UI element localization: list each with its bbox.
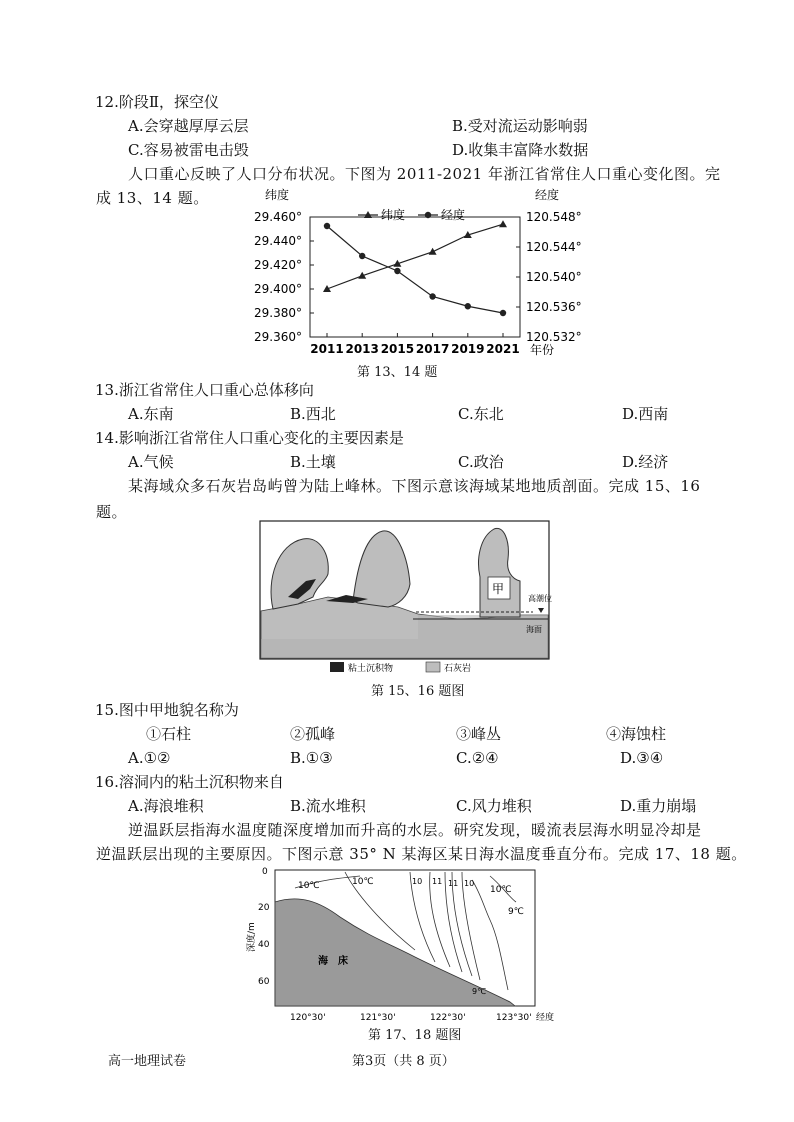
isotherm-label-9c-a: 9℃ bbox=[508, 907, 524, 917]
isotherm-label-10c-c: 10℃ bbox=[490, 885, 512, 895]
q12-stem: 12.阶段Ⅱ，探空仪 bbox=[95, 93, 220, 111]
lon-tick-2: 121°30' bbox=[360, 1013, 396, 1023]
latitude-point bbox=[429, 248, 437, 255]
left-tick-label: 29.400° bbox=[254, 282, 302, 296]
depth-tick-60: 60 bbox=[258, 977, 270, 987]
intro-13-14-line2: 成 13、14 题。 bbox=[96, 189, 209, 207]
q12-option-d: D.收集丰富降水数据 bbox=[452, 141, 589, 159]
q15-option-b: B.①③ bbox=[290, 749, 333, 767]
q16-stem: 16.溶洞内的粘土沉积物来自 bbox=[95, 773, 284, 791]
x-tick-label: 2015 bbox=[380, 342, 415, 356]
isotherm-label-10c-b: 10℃ bbox=[352, 877, 374, 887]
q13-option-b: B.西北 bbox=[290, 405, 336, 423]
isotherm-label-9c-b: 9℃ bbox=[472, 987, 487, 996]
q16-option-a: A.海浪堆积 bbox=[128, 797, 204, 815]
legend-longitude: 经度 bbox=[441, 208, 466, 222]
q14-option-c: C.政治 bbox=[458, 453, 504, 471]
longitude-point bbox=[394, 268, 400, 274]
series-line-triangle bbox=[327, 224, 503, 289]
isotherm-label-10c-a: 10℃ bbox=[298, 881, 320, 891]
longitude-point bbox=[359, 253, 365, 259]
longitude-point bbox=[429, 293, 435, 299]
lon-tick-3: 122°30' bbox=[430, 1013, 466, 1023]
q16-option-c: C.风力堆积 bbox=[456, 797, 532, 815]
label-high-tide: 高潮位 bbox=[528, 594, 552, 603]
x-axis-label: 年份 bbox=[530, 343, 555, 357]
q13-stem: 13.浙江省常住人口重心总体移向 bbox=[95, 381, 314, 399]
isotherm-label-10-b: 10 bbox=[464, 879, 475, 888]
intro-17-18-line1: 逆温跃层指海水温度随深度增加而升高的水层。研究发现，暖流表层海水明显冷却是 bbox=[128, 821, 702, 839]
q15-option-a: A.①② bbox=[128, 749, 171, 767]
left-tick-label: 29.460° bbox=[254, 210, 302, 224]
right-tick-label: 120.532° bbox=[526, 330, 582, 344]
left-tick-label: 29.360° bbox=[254, 330, 302, 344]
legend-limestone-swatch bbox=[426, 662, 440, 672]
chart-caption: 第 13、14 题 bbox=[357, 365, 438, 380]
fig-17-18-caption: 第 17、18 题图 bbox=[368, 1028, 462, 1043]
label-jia: 甲 bbox=[492, 582, 505, 596]
longitude-point bbox=[324, 223, 330, 229]
isotherm-label-10: 10 bbox=[412, 877, 423, 886]
x-tick-label: 2011 bbox=[310, 342, 344, 356]
isotherm-label-11-b: 11 bbox=[448, 879, 459, 888]
footer-title: 高一地理试卷 bbox=[108, 1054, 187, 1069]
lon-tick-1: 120°30' bbox=[290, 1013, 326, 1023]
q14-stem: 14.影响浙江省常住人口重心变化的主要因素是 bbox=[95, 429, 404, 447]
q15-item-2: ②孤峰 bbox=[290, 725, 336, 743]
x-tick-label: 2017 bbox=[415, 342, 450, 356]
q15-item-3: ③峰丛 bbox=[456, 725, 502, 743]
q15-item-1: ①石柱 bbox=[146, 725, 192, 743]
q15-option-d: D.③④ bbox=[620, 749, 664, 767]
left-tick-label: 29.440° bbox=[254, 234, 302, 248]
intro-15-16-line1: 某海域众多石灰岩岛屿曾为陆上峰林。下图示意该海域某地地质剖面。完成 15、16 bbox=[128, 477, 701, 495]
fig-15-16-caption: 第 15、16 题图 bbox=[371, 684, 465, 699]
chart-legend bbox=[358, 207, 465, 222]
q12-option-c: C.容易被雷电击毁 bbox=[128, 141, 249, 159]
q14-option-b: B.土壤 bbox=[290, 453, 336, 471]
latitude-point bbox=[499, 220, 507, 227]
sea-temperature-figure bbox=[240, 862, 560, 1032]
footer-page-number: 第3页（共 8 页） bbox=[352, 1054, 455, 1069]
q15-item-4: ④海蚀柱 bbox=[606, 725, 667, 743]
q14-option-a: A.气候 bbox=[128, 453, 174, 471]
legend-clay-swatch bbox=[330, 662, 344, 672]
longitude-point bbox=[465, 303, 471, 309]
depth-tick-0: 0 bbox=[262, 867, 268, 877]
left-tick-label: 29.380° bbox=[254, 306, 302, 320]
intro-17-18-line2: 逆温跃层出现的主要原因。下图示意 35° N 某海区某日海水温度垂直分布。完成 17、18 题。 bbox=[96, 845, 747, 863]
longitude-point bbox=[500, 310, 506, 316]
q12-option-b: B.受对流运动影响弱 bbox=[452, 117, 588, 135]
legend-limestone: 石灰岩 bbox=[444, 664, 472, 674]
legend-latitude: 纬度 bbox=[381, 208, 406, 222]
q12-option-a: A.会穿越厚厚云层 bbox=[128, 117, 249, 135]
right-tick-label: 120.544° bbox=[526, 240, 582, 254]
seabed-label: 海 床 bbox=[318, 956, 348, 967]
population-centroid-chart bbox=[225, 185, 585, 357]
depth-tick-20: 20 bbox=[258, 903, 270, 913]
right-tick-label: 120.536° bbox=[526, 300, 582, 314]
x-tick-label: 2019 bbox=[451, 342, 485, 356]
plot-frame bbox=[310, 217, 520, 337]
right-tick-label: 120.548° bbox=[526, 210, 582, 224]
intro-13-14-line1: 人口重心反映了人口分布状况。下图为 2011-2021 年浙江省常住人口重心变化图。完 bbox=[128, 165, 721, 183]
right-axis-label: 经度 bbox=[535, 188, 560, 202]
q16-option-b: B.流水堆积 bbox=[290, 797, 366, 815]
q15-option-c: C.②④ bbox=[456, 749, 499, 767]
left-axis-label: 纬度 bbox=[265, 188, 290, 202]
x-tick-label: 2013 bbox=[345, 342, 379, 356]
geological-profile-figure bbox=[258, 519, 553, 679]
legend-clay: 粘土沉积物 bbox=[348, 664, 394, 674]
q13-option-c: C.东北 bbox=[458, 405, 504, 423]
q13-option-a: A.东南 bbox=[128, 405, 174, 423]
x-tick-label: 2021 bbox=[486, 342, 520, 356]
lon-tick-4: 123°30' bbox=[496, 1013, 532, 1023]
left-tick-label: 29.420° bbox=[254, 258, 302, 272]
q16-option-d: D.重力崩塌 bbox=[620, 797, 697, 815]
q13-option-d: D.西南 bbox=[622, 405, 669, 423]
isotherm-label-11-a: 11 bbox=[432, 877, 443, 886]
intro-15-16-line2: 题。 bbox=[96, 503, 128, 521]
lon-axis-label: 经度 bbox=[536, 1013, 555, 1023]
right-tick-label: 120.540° bbox=[526, 270, 582, 284]
depth-tick-40: 40 bbox=[258, 940, 270, 950]
depth-axis-label: 深度/m bbox=[247, 922, 257, 952]
q15-stem: 15.图中甲地貌名称为 bbox=[95, 701, 239, 719]
series-line-circle bbox=[327, 226, 503, 313]
legend-circle-marker bbox=[425, 212, 431, 218]
label-sea-level: 海面 bbox=[526, 625, 542, 634]
q14-option-d: D.经济 bbox=[622, 453, 669, 471]
